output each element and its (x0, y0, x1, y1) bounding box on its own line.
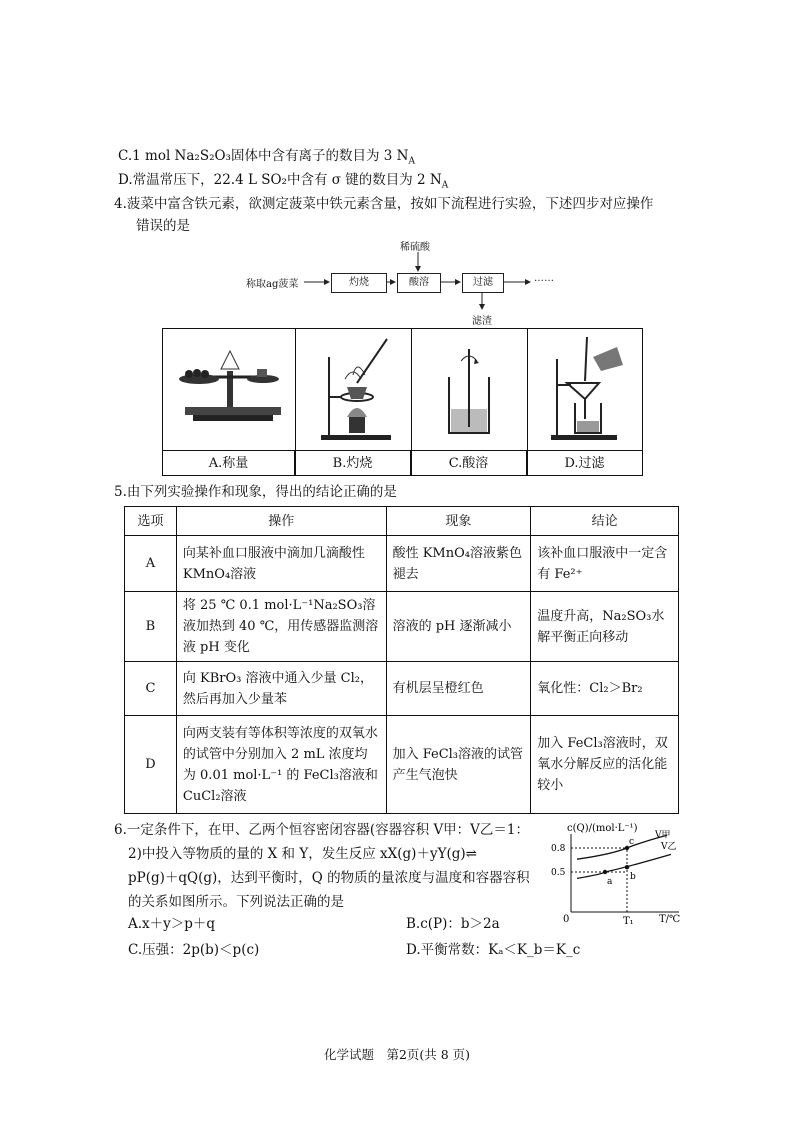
row-conclusion: 该补血口服液中一定含有 Fe²⁺ (531, 536, 679, 592)
row-phenomenon: 加入 FeCl₃溶液的试管产生气泡快 (386, 716, 531, 814)
row-option: D (125, 716, 177, 814)
chart-y-tick-label: 0.8 (551, 844, 566, 854)
chart-point-label-b: b (630, 872, 636, 883)
apparatus-table (162, 328, 643, 476)
q6-option-d: D.平衡常数：Kₐ＜K_b＝K_c (406, 942, 581, 958)
row-conclusion: 加入 FeCl₃溶液时，双氧水分解反应的活化能较小 (531, 716, 679, 814)
row-operation: 向两支装有等体积等浓度的双氧水的试管中分别加入 2 mL 浓度均为 0.01 mol·L⁻¹ 的 FeCl₃溶液和 CuCl₂溶液 (176, 716, 386, 814)
series-label-v-yi: V乙 (661, 841, 677, 852)
flow-step-burn: 灼烧 (331, 273, 387, 293)
row-option: B (125, 592, 177, 662)
flow-residue-label: 滤渣 (472, 316, 492, 327)
q4-stem-line2: 错误的是 (136, 218, 190, 234)
row-operation: 向某补血口服液中滴加几滴酸性 KMnO₄溶液 (176, 536, 386, 592)
chart-point-a (603, 870, 607, 874)
chart-origin: 0 (563, 914, 570, 925)
header-operation: 操作 (176, 507, 386, 536)
row-option: C (125, 662, 177, 716)
chart-xlabel: T/℃ (659, 914, 681, 925)
option-c-line: C.1 mol Na₂S₂O₃固体中含有离子的数目为 3 $N_A$ (118, 148, 415, 167)
balance-icon (163, 329, 295, 449)
apparatus-label-d: D.过滤 (527, 450, 642, 476)
flow-step-acid: 酸溶 (397, 273, 441, 293)
flow-start-label: 称取ag菠菜 (246, 279, 299, 290)
series-line-v-jia (577, 835, 667, 859)
q6-stem-line2: 2)中投入等物质的量的 X 和 Y，发生反应 xX(g)＋yY(g)⇌ (128, 846, 477, 862)
row-phenomenon: 有机层呈橙红色 (386, 662, 531, 716)
q6-chart (545, 818, 685, 930)
q4-stem-line1: 4.菠菜中富含铁元素，欲测定菠菜中铁元素含量，按如下流程进行实验，下述四步对应操作 (114, 196, 654, 212)
row-operation: 向 KBrO₃ 溶液中通入少量 Cl₂，然后再加入少量苯 (176, 662, 386, 716)
crucible-heating-icon (295, 329, 411, 449)
table-row (125, 716, 679, 814)
flow-step-filter: 过滤 (462, 273, 504, 293)
row-conclusion: 氧化性：Cl₂＞Br₂ (531, 662, 679, 716)
row-phenomenon: 溶液的 pH 逐渐减小 (386, 592, 531, 662)
funnel-filtration-icon (527, 329, 642, 449)
q6-stem-line1: 6.一定条件下，在甲、乙两个恒容密闭容器(容器容积 V甲：V乙＝1： (114, 822, 530, 838)
row-conclusion: 温度升高，Na₂SO₃水解平衡正向移动 (531, 592, 679, 662)
table-row (125, 536, 679, 592)
chart-x-tick: T₁ (623, 916, 634, 927)
row-operation: 将 25 ℃ 0.1 mol·L⁻¹Na₂SO₃溶液加热到 40 ℃，用传感器监测溶液 pH 变化 (176, 592, 386, 662)
row-phenomenon: 酸性 KMnO₄溶液紫色褪去 (386, 536, 531, 592)
chart-point-label-a: a (607, 877, 613, 887)
apparatus-label-c: C.酸溶 (411, 450, 527, 475)
flow-ellipsis: …… (534, 273, 554, 284)
q5-header-row (125, 507, 679, 536)
row-option: A (125, 536, 177, 592)
chart-point-label-c: c (629, 837, 635, 847)
page-footer: 化学试题 第2页(共 8 页) (323, 1047, 471, 1062)
apparatus-label-a: A.称量 (163, 450, 295, 475)
beaker-stirring-icon (411, 329, 527, 449)
q6-option-c: C.压强：2p(b)＜p(c) (128, 942, 260, 958)
q6-stem-line3: pP(g)＋qQ(g)，达到平衡时，Q 的物质的量浓度与温度和容器容积 (128, 870, 530, 886)
series-label-v-jia: V甲 (655, 830, 671, 841)
chart-point-b (625, 865, 629, 869)
chart-ylabel: c(Q)/(mol·L⁻¹) (567, 823, 638, 834)
q5-table (124, 506, 679, 814)
header-phenomenon: 现象 (386, 507, 531, 536)
series-line-v-yi (577, 854, 671, 878)
flow-reagent-label: 稀硫酸 (400, 242, 430, 253)
flow-arrows (0, 0, 794, 340)
option-d-line: D.常温常压下，22.4 L SO₂中含有 σ 键的数目为 2 $N_A$ (118, 172, 449, 191)
table-row (125, 662, 679, 716)
apparatus-label-b: B.灼烧 (295, 450, 411, 475)
header-option: 选项 (125, 507, 177, 536)
chart-y-tick-label: 0.5 (551, 868, 566, 878)
q5-stem: 5.由下列实验操作和现象，得出的结论正确的是 (114, 484, 397, 500)
header-conclusion: 结论 (531, 507, 679, 536)
q6-option-a: A.x＋y＞p＋q (128, 916, 216, 932)
q6-stem-line4: 的关系如图所示。下列说法正确的是 (128, 894, 344, 910)
q6-option-b: B.c(P)：b＞2a (406, 916, 500, 932)
table-row (125, 592, 679, 662)
